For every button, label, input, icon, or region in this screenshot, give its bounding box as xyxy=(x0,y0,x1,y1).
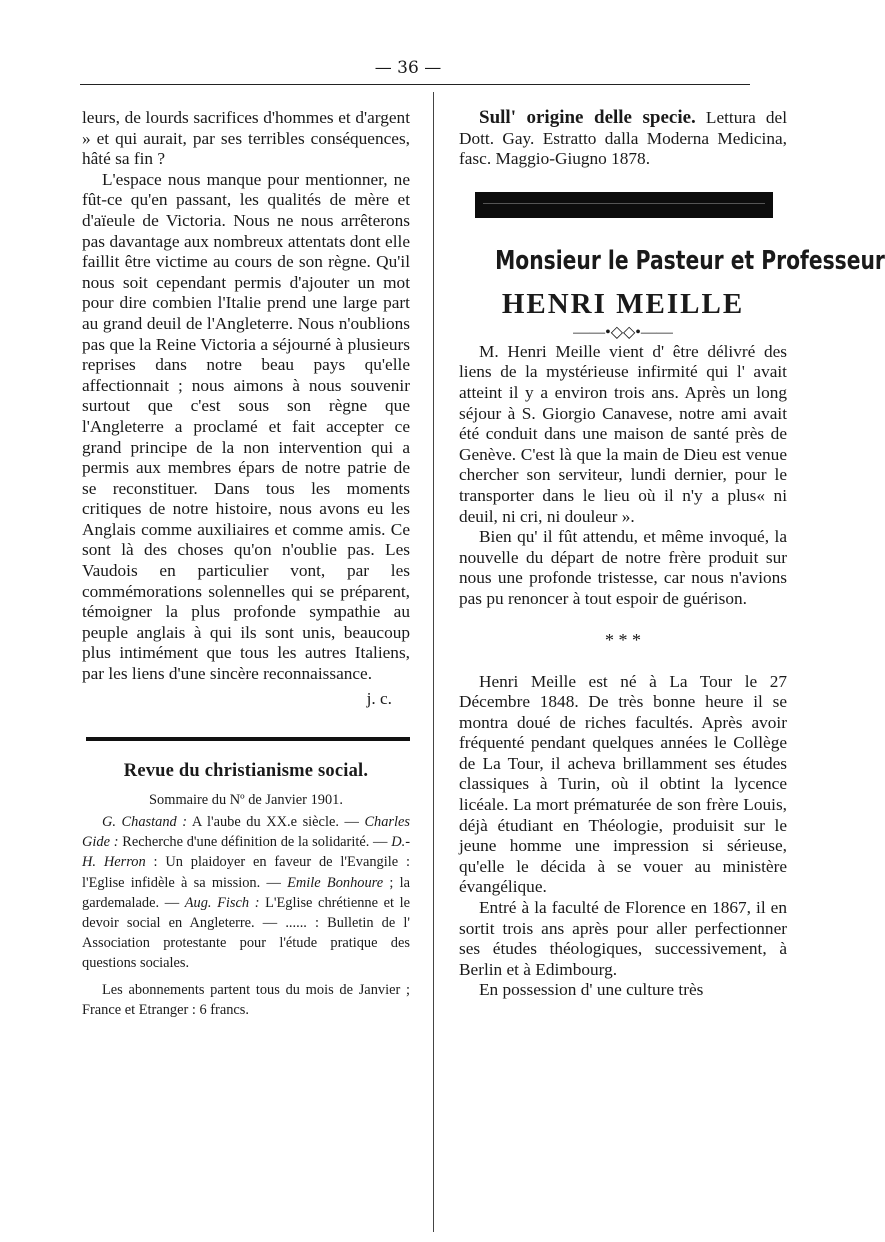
author: G. Chastand : xyxy=(102,814,188,831)
book-notice xyxy=(459,108,787,170)
black-band-divider xyxy=(475,192,773,218)
book-title: Sull' origine delle specie. xyxy=(479,107,696,128)
revue-contents xyxy=(82,812,410,974)
obituary-name: HENRI MEILLE xyxy=(501,287,745,320)
paragraph: leurs, de lourds sacrifices d'hommes et d'argent » et qui aurait, par ses terribles conséquences, hâté sa fin ? xyxy=(82,108,410,169)
ornament-divider: ——•◇◇•—— xyxy=(573,323,673,341)
author: D.-H. Herron xyxy=(82,834,410,871)
column-divider xyxy=(433,92,434,1232)
author: Charles Gide : xyxy=(82,814,411,851)
sommaire-heading: Sommaire du Nº de Janvier 1901. xyxy=(149,791,343,808)
signature: j. c. xyxy=(366,688,392,708)
asterism: * * * xyxy=(605,629,641,650)
paragraph: M. Henri Meille vient d' être délivré des liens de la mystérieuse infirmité qui l' avait atteint il y a environ trois ans. Après un long séjour à S. Giorgio Canavese, notre ami avait été conduit dans une maison de santé près de Genève. C'est là que la main de Dieu est venue chercher son serviteur, lundi dernier, pour le transporter dans le lieu où il n'y a plus« ni deuil, ni cri, ni douleur ». xyxy=(459,341,787,526)
paragraph: L'espace nous manque pour mentionner, ne fût-ce qu'en passant, les qualités de mère et d'aïeule de Victoria. Nous ne nous arrêterons pas davantage aux nombreux attentats dont elle faillit être victime au cours de son règne. Qu'il nous soit cependant permis d'ajouter un mot pour dire combien l'Italie prend une large part au grand deuil de l'Angleterre. Nous n'oublions pas que la Reine Victoria a séjourné à plusieurs reprises dans notre beau pays qu'elle affectionnait ; nous aimons à nous souvenir surtout que c'est sous son règne que l'Angleterre a proclamé et fait accepter ce grand principe de la non intervention qui a permis aux membres épars de notre patrie de se reconstituer. Dans tous les moments critiques de notre histoire, nous avons eu les Anglais comme auxiliaires et comme amis. Ce sont là des choses qu'on n'oublie pas. Les Vaudois en particulier vont, par les commémorations solennelles qui se préparent, témoigner la plus profonde sympathie au peuple anglais à qui ils sont unis, beaucoup plus intimément que tous les autres Italiens, par les liens d'une sincère reconnaissance. xyxy=(82,169,410,684)
paragraph: Entré à la faculté de Florence en 1867, il en sortit trois ans après pour aller perfectionner ses études théologiques, successivement, à Berlin et à Edimbourg. xyxy=(459,898,787,979)
book-details: Lettura del Dott. Gay. Estratto dalla Moderna Medicina, fasc. Maggio-Giugno 1878. xyxy=(459,108,787,169)
page-number: — 36 — xyxy=(374,58,442,78)
abonnements: Les abonnements partent tous du mois de Janvier ; France et Etranger : 6 francs. xyxy=(82,981,410,1018)
paragraph: Henri Meille est né à La Tour le 27 Décembre 1848. De très bonne heure il se montra doué de riches facultés. Après avoir fréquenté pendant quelques années le Collège de La Tour, il acheva brillamment ses études classiques à Turin, où il obtint la lycence licéale. La mort prématurée de son frère Louis, déjà étudiant en Théologie, produisit sur le jeune homme une impression si sérieuse, qu'elle le décida à se vouer au ministère évangélique. xyxy=(459,671,787,897)
paragraph: En possession d' une culture très xyxy=(479,980,704,1000)
paragraph: Bien qu' il fût attendu, et même invoqué, la nouvelle du départ de notre frère produit sur nous une profonde tristesse, car nous n'avions pas pu renoncer à tout espoir de guérison. xyxy=(459,527,787,608)
article-title: ; la gardemalade. — xyxy=(82,874,410,911)
revue-title: Revue du christianisme social. xyxy=(123,761,369,782)
article-title: A l'aube du XX.e siècle. — xyxy=(187,814,365,831)
left-column xyxy=(82,108,410,1026)
section-rule xyxy=(86,737,410,741)
author: Aug. Fisch : xyxy=(184,894,260,911)
obituary-headline: Monsieur le Pasteur et Professeur xyxy=(495,245,885,276)
right-column xyxy=(459,107,885,1001)
article-title: Recherche d'une définition de la solidarité. — xyxy=(118,834,392,851)
revue-summary xyxy=(82,790,410,1020)
author: Emile Bonhoure xyxy=(287,874,384,891)
article-title: L'Eglise chrétienne et le devoir social en Angleterre. — ...... : Bulletin de l' Association protestante pour l'étude pratique des questions sociales. xyxy=(82,894,410,972)
article-title: : Un plaidoyer en faveur de l'Evangile : l'Eglise infidèle à sa mission. — xyxy=(82,854,410,891)
header-rule xyxy=(80,84,750,85)
